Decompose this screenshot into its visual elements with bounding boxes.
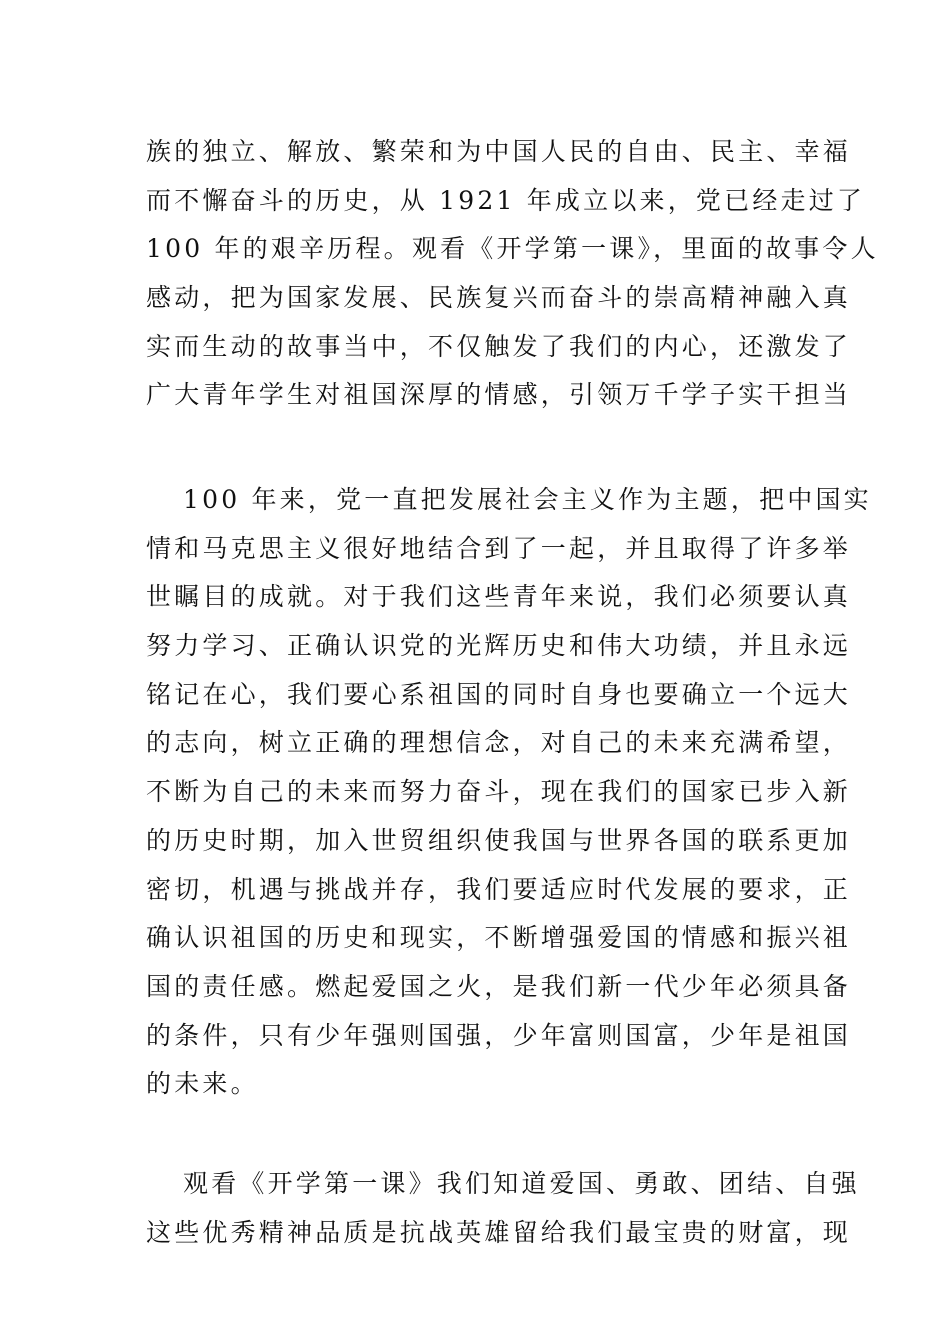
text-line: 的未来。 [146, 1069, 259, 1099]
text-line: 铭记在心，我们要心系祖国的同时自身也要确立一个远大 [146, 679, 852, 709]
text-line: 的志向，树立正确的理想信念，对自己的未来充满希望， [146, 728, 852, 758]
text-line: 族的独立、解放、繁荣和为中国人民的自由、民主、幸福 [146, 137, 852, 166]
text-line: 努力学习、正确认识党的光辉历史和伟大功绩，并且永远 [146, 631, 852, 661]
text-line: 国的责任感。燃起爱国之火，是我们新一代少年必须具备 [146, 971, 852, 1001]
text-line: 感动，把为国家发展、民族复兴而奋斗的崇高精神融入真 [146, 283, 852, 313]
text-line: 不断为自己的未来而努力奋斗，现在我们的国家已步入新 [146, 777, 852, 807]
paragraph-1 [146, 128, 879, 420]
paragraph-3 [146, 1160, 860, 1257]
text-line: 广大青年学生对祖国深厚的情感，引领万千学子实干担当 [146, 380, 852, 410]
text-line: 实而生动的故事当中，不仅触发了我们的内心，还激发了 [146, 331, 852, 361]
text-line: 确认识祖国的历史和现实，不断增强爱国的情感和振兴祖 [146, 923, 852, 953]
text-line: 密切，机遇与挑战并存，我们要适应时代发展的要求，正 [146, 874, 852, 904]
text-line: 而不懈奋斗的历史，从 1921 年成立以来，党已经走过了 [146, 185, 866, 215]
text-line: 情和马克思主义很好地结合到了一起，并且取得了许多举 [146, 533, 852, 563]
text-line: 100 年的艰辛历程。观看《开学第一课》，里面的故事令人 [146, 234, 879, 264]
text-line: 观看《开学第一课》我们知道爱国、勇敢、团结、自强 [183, 1169, 860, 1198]
text-line: 的条件，只有少年强则国强，少年富则国富，少年是祖国 [146, 1020, 852, 1050]
text-line: 世瞩目的成就。对于我们这些青年来说，我们必须要认真 [146, 582, 852, 612]
text-line: 这些优秀精神品质是抗战英雄留给我们最宝贵的财富，现 [146, 1217, 852, 1247]
paragraph-2 [146, 476, 872, 1109]
text-line: 100 年来，党一直把发展社会主义作为主题，把中国实 [183, 485, 872, 514]
text-line: 的历史时期，加入世贸组织使我国与世界各国的联系更加 [146, 825, 852, 855]
